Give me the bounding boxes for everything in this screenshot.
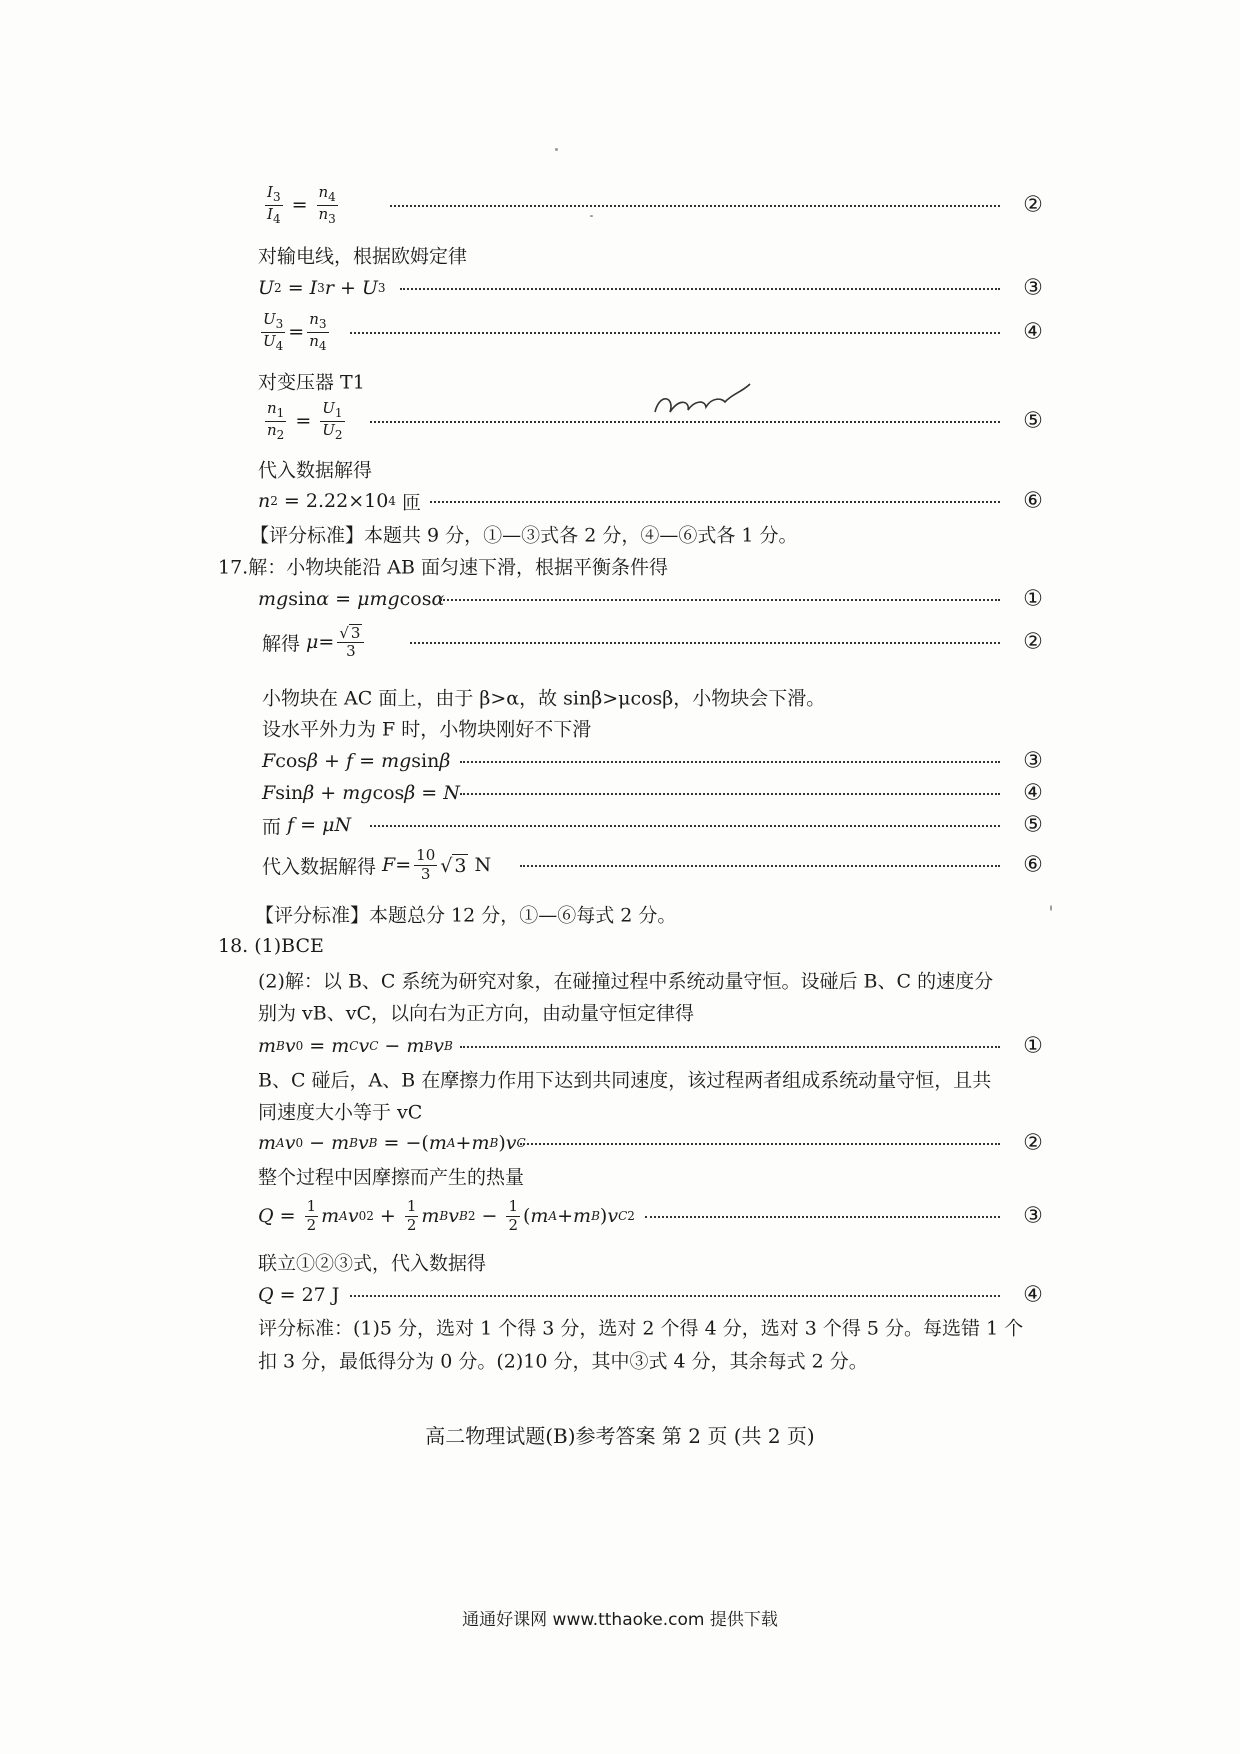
text-line [0, 549, 1240, 583]
page-footer: 高二物理试题(B)参考答案 第 2 页 (共 2 页) [425, 1424, 815, 1448]
equation-line [0, 309, 1240, 353]
body-text: B、C 碰后，A、B 在摩擦力作用下达到共同速度，该过程两者组成系统动量守恒，且共 [258, 1069, 992, 1092]
text-line [0, 929, 1240, 963]
text-line [0, 517, 1240, 551]
equation-line [0, 398, 1240, 442]
dot-leader [460, 1046, 1000, 1048]
text-line [0, 680, 1240, 714]
dot-leader [400, 288, 1000, 290]
handwritten-scribble [650, 372, 760, 422]
body-text: 联立①②③式，代入数据得 [258, 1252, 487, 1275]
equation-number: ③ [1023, 748, 1043, 774]
text-line [0, 238, 1240, 272]
text-line [0, 995, 1240, 1029]
equation: 代入数据解得 F = 10 3 √ 3 N [262, 846, 492, 883]
dot-leader [460, 761, 1000, 763]
equation: 解得 μ = √ 3 3 [262, 625, 367, 659]
equation: U 2 = I 3 r + U 3 [258, 277, 386, 299]
equation-line [0, 1278, 1240, 1312]
equation-number: ⑤ [1023, 408, 1043, 434]
grading-note: 【评分标准】本题总分 12 分，①—⑥每式 2 分。 [255, 904, 677, 927]
equation: $\frac{n_1}{n_2}$ = $\frac{U_1}{U_2}$ [267, 398, 343, 442]
equation: $U_3$ $U_4$ = $n_3$ $n_4$ [263, 309, 327, 353]
dot-leader [390, 205, 1000, 207]
question-heading: 18. (1)BCE [218, 935, 324, 957]
text-line [0, 711, 1240, 745]
dot-leader [410, 642, 1000, 644]
body-text: 对变压器 T1 [258, 371, 365, 394]
equation-number: ④ [1023, 780, 1043, 806]
equation-line [0, 744, 1240, 778]
equation: n 2 = 2.22×10 4 匝 [258, 490, 421, 514]
body-text: (2)解：以 B、C 系统为研究对象，在碰撞过程中系统动量守恒。设碰后 B、C 的速度分 [258, 970, 994, 993]
dot-leader [460, 793, 1000, 795]
equation: $\frac{I_3}{I_4}$ = $\frac{n_4}{n_3}$ [267, 182, 336, 226]
equation-line [0, 808, 1240, 842]
equation: Q = 1 2 m A v 0 2 + 1 2 m B v B 2 − 1 2 ( m A + m B ) v C 2 [258, 1197, 635, 1234]
equation-number: ④ [1023, 1282, 1043, 1308]
equation-number: ② [1023, 629, 1043, 655]
grading-note: 【评分标准】本题共 9 分，①—③式各 2 分，④—⑥式各 1 分。 [250, 524, 798, 547]
equation-line [0, 625, 1240, 659]
text-line [0, 1159, 1240, 1193]
dot-leader [350, 1295, 1000, 1297]
dot-leader [520, 1143, 1000, 1145]
equation-number: ④ [1023, 319, 1043, 345]
equation-number: ① [1023, 586, 1043, 612]
equation-number: ⑤ [1023, 812, 1043, 838]
equation: F sin β + mg cos β = N [262, 782, 460, 804]
dot-leader [370, 825, 1000, 827]
equation-line [0, 1199, 1240, 1233]
equation-number: ⑥ [1023, 852, 1043, 878]
text-line [0, 963, 1240, 997]
text-line [0, 897, 1240, 931]
scan-speck [1050, 905, 1052, 911]
text-line [0, 1310, 1240, 1344]
equation-line [0, 848, 1240, 882]
body-text: 代入数据解得 [258, 459, 373, 482]
equation: m B v 0 = m C v C − m B v B [258, 1035, 453, 1057]
equation-line [0, 1029, 1240, 1063]
question-heading: 17.解：小物块能沿 AB 面匀速下滑，根据平衡条件得 [218, 556, 668, 579]
text-line [0, 452, 1240, 486]
equation-line [0, 484, 1240, 518]
text-line [0, 1343, 1240, 1377]
grading-note: 扣 3 分，最低得分为 0 分。(2)10 分，其中③式 4 分，其余每式 2 分。 [258, 1350, 868, 1373]
dot-leader [520, 865, 1000, 867]
equation: 而 f = μN [262, 814, 352, 838]
equation: m A v 0 − m B v B = −( m A + m B ) v C [258, 1132, 526, 1154]
body-text: 小物块在 AC 面上，由于 β>α，故 sinβ>μcosβ，小物块会下滑。 [262, 687, 826, 710]
grading-note: 评分标准：(1)5 分，选对 1 个得 3 分，选对 2 个得 4 分，选对 3 个得 5 分。每选错 1 个 [258, 1317, 1024, 1340]
download-note: 通通好课网 www.tthaoke.com 提供下载 [462, 1610, 778, 1630]
equation-line [0, 1126, 1240, 1160]
body-text: 别为 vB、vC，以向右为正方向，由动量守恒定律得 [258, 1002, 695, 1025]
equation-line [0, 182, 1240, 226]
body-text: 对输电线，根据欧姆定律 [258, 245, 468, 268]
equation: F cos β + f = mg sin β [262, 750, 451, 772]
text-line [0, 364, 1240, 398]
equation-line [0, 271, 1240, 305]
body-text: 整个过程中因摩擦而产生的热量 [258, 1166, 525, 1189]
equation-number: ② [1023, 1130, 1043, 1156]
equation-number: ⑥ [1023, 488, 1043, 514]
dot-leader [440, 599, 1000, 601]
equation-line [0, 776, 1240, 810]
equation-number: ② [1023, 192, 1043, 218]
equation-number: ③ [1023, 275, 1043, 301]
equation: Q = 27 J [258, 1284, 340, 1306]
text-line [0, 1245, 1240, 1279]
dot-leader [430, 501, 1000, 503]
equation-number: ① [1023, 1033, 1043, 1059]
text-line [0, 1062, 1240, 1096]
equation-line [0, 582, 1240, 616]
body-text: 设水平外力为 F 时，小物块刚好不下滑 [262, 718, 592, 741]
scan-speck [590, 215, 593, 217]
equation: mg sin α = μmg cos α [258, 588, 445, 610]
body-text: 同速度大小等于 vC [258, 1101, 423, 1124]
dot-leader [350, 332, 1000, 334]
equation-number: ③ [1023, 1203, 1043, 1229]
dot-leader [645, 1216, 1000, 1218]
scan-speck [555, 148, 558, 151]
text-line [0, 1094, 1240, 1128]
